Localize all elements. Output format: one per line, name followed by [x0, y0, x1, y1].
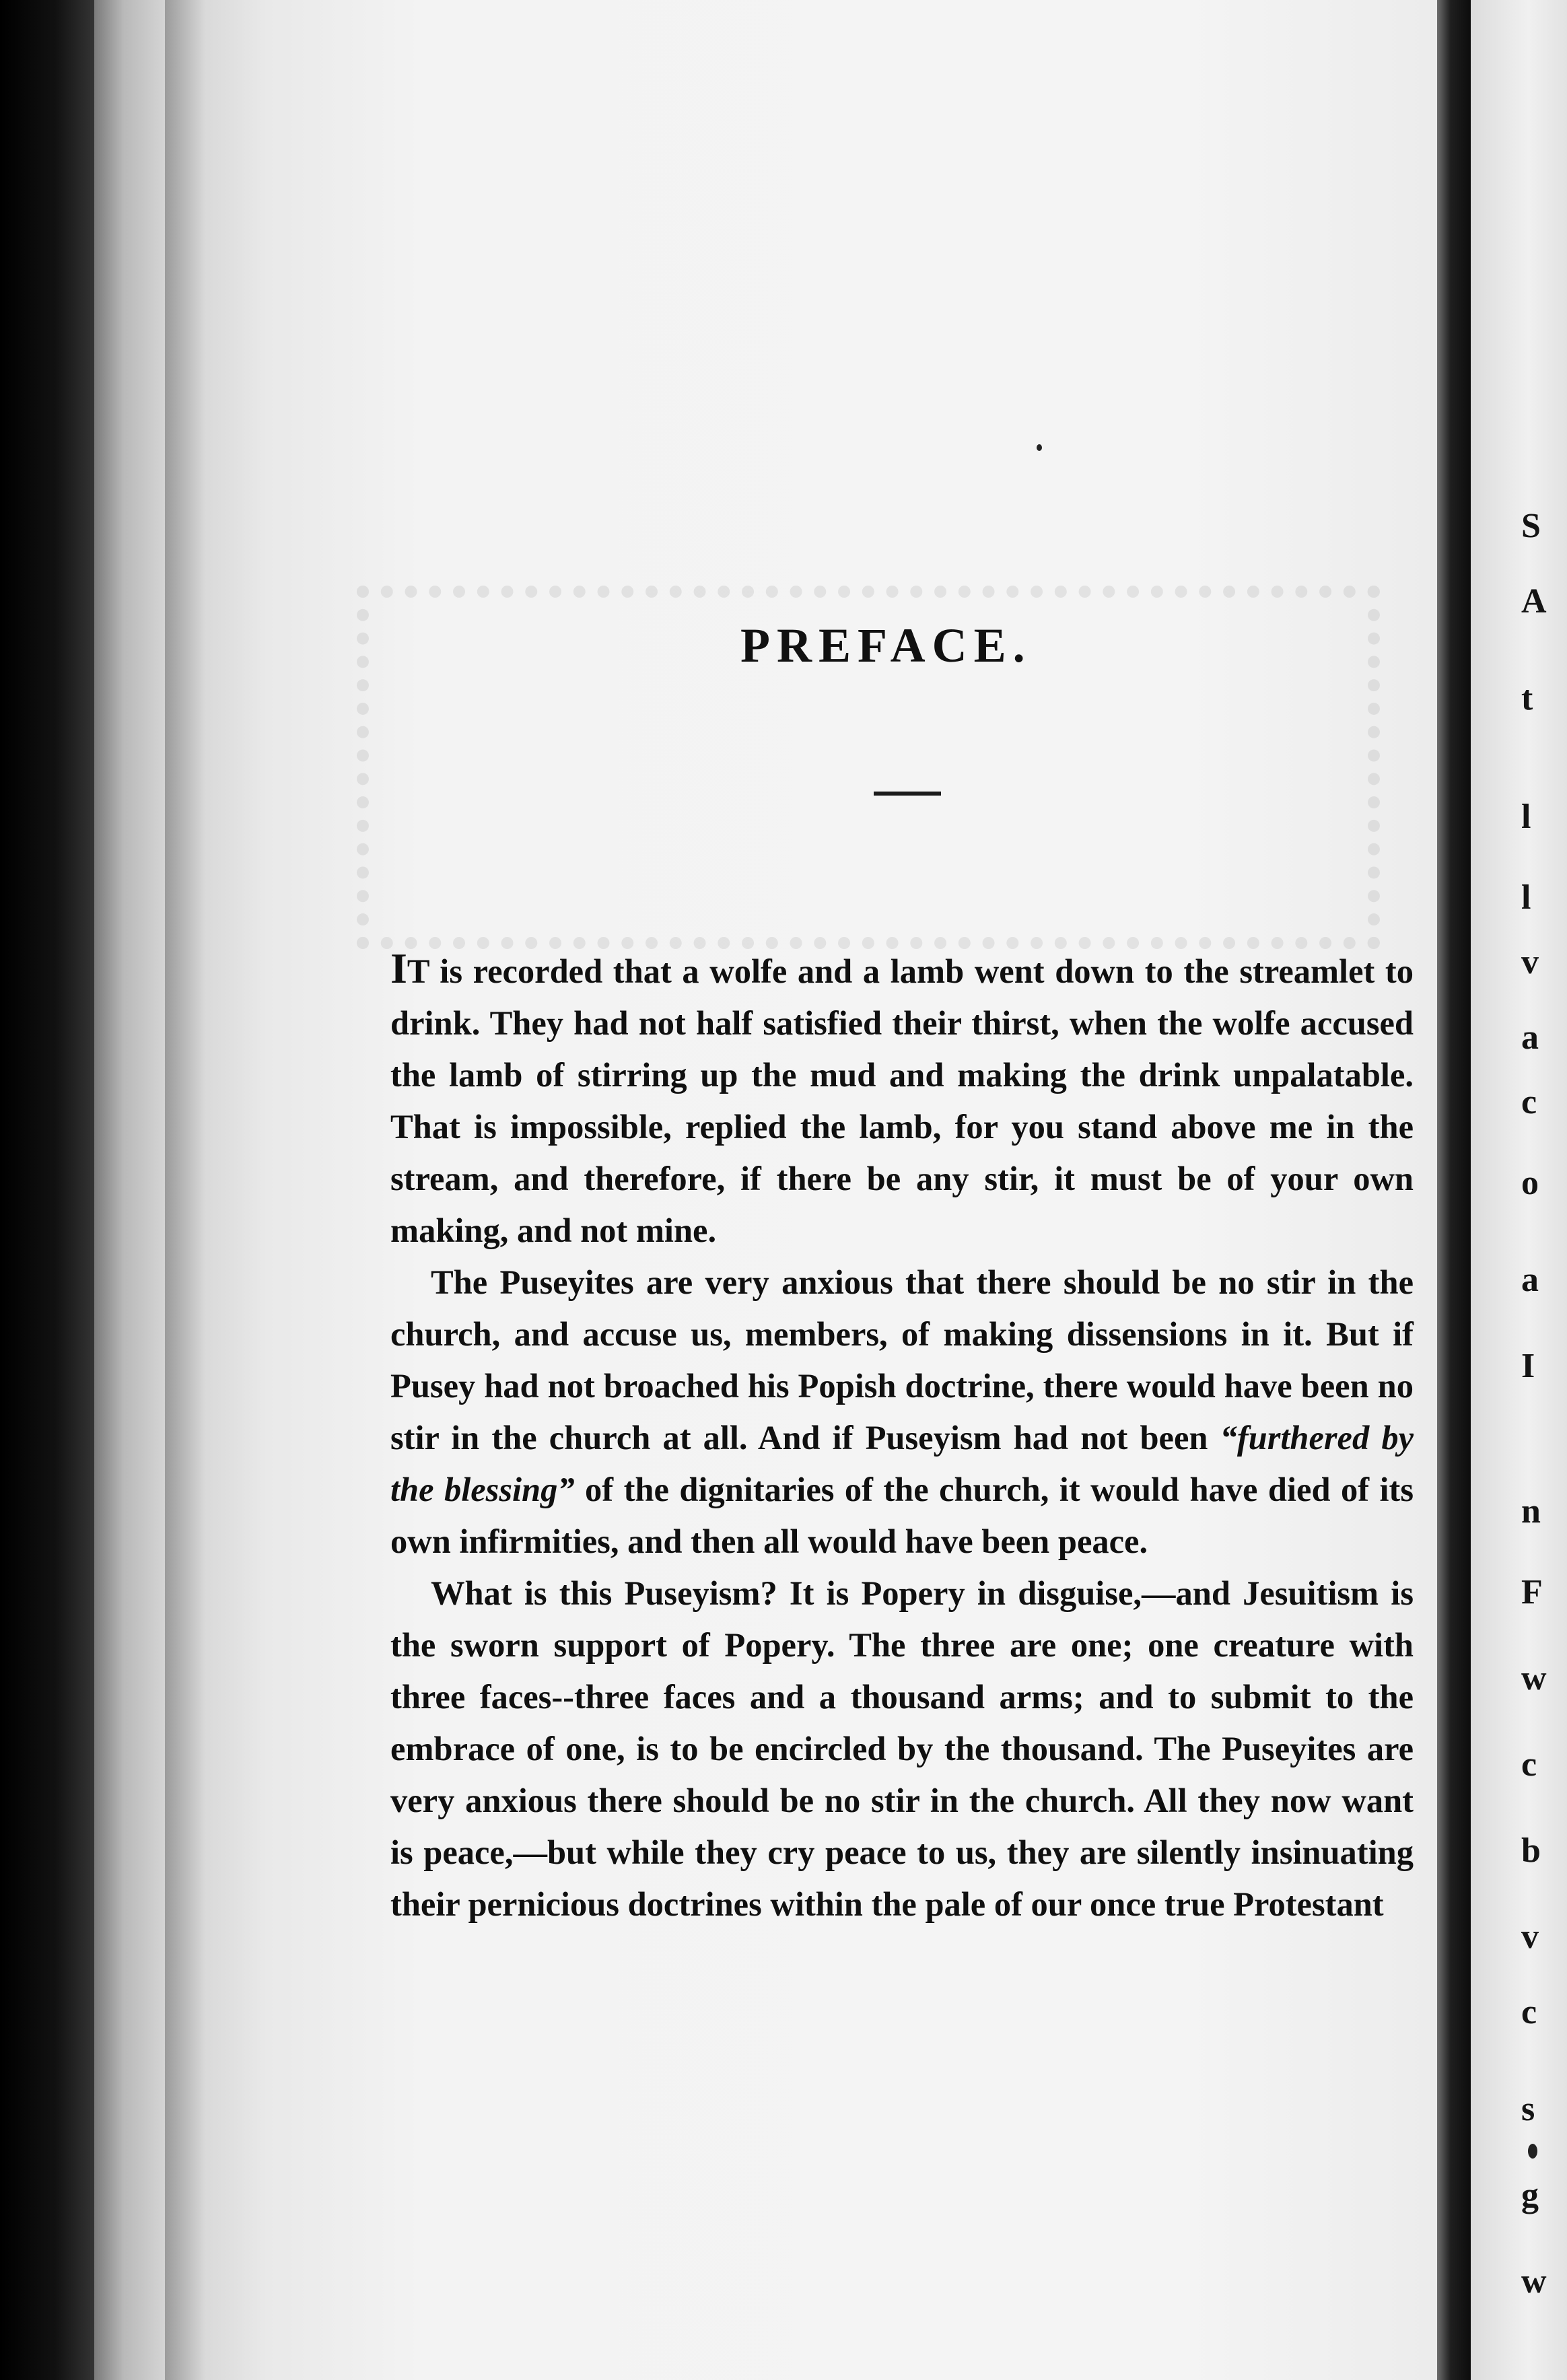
next-page-letter: v — [1521, 1918, 1539, 1956]
dust-speck — [1037, 444, 1042, 451]
page-shadow — [165, 0, 205, 2380]
next-page-letter: g — [1521, 2176, 1539, 2214]
paragraph-3-text: What is this Puseyism? It is Popery in disguise,—and Jesuitism is the sworn support of Popery. The three are one; one creature with three faces--three faces and a thousand arms; and to submit to the embrace of one, is to be encircled by the thousand. The Puseyites are very anxious there should be no stir in the church. All they now want is peace,—but while they cry peace to us, they are silently insinuating their pernicious doctrines within the pale of our once true Protestant — [390, 1574, 1414, 1923]
page-gutter — [1437, 0, 1471, 2380]
next-page-letter: v — [1521, 943, 1539, 981]
page-title: PREFACE. — [740, 619, 1032, 673]
paragraph-1-text: T is recorded that a wolfe and a lamb went down to the streamlet to drink. They had not half satisfied their thirst, when the wolfe accused the lamb of stirring up the mud and making the drink unpalatable. That is impossible, replied the lamb, for you stand above me in the stream, and therefore, if there be any stir, it must be of your own making, and not mine. — [390, 952, 1414, 1249]
paragraph-2-text: The Puseyites are very anxious that there should be no stir in the church, and accuse us, members, of making dissensions in it. But if Pusey had not broached his Popish doctrine, there would have been no stir in the church at all. And if Puseyism had not been — [390, 1263, 1414, 1457]
next-page-letter: b — [1521, 1831, 1541, 1870]
next-page-letter: c — [1521, 1993, 1537, 2031]
next-page-letter: l — [1521, 878, 1531, 917]
next-page-letter: o — [1521, 1164, 1539, 1202]
next-page-letter: c — [1521, 1745, 1537, 1784]
next-page-letter: S — [1521, 507, 1541, 545]
next-page-letter: I — [1521, 1347, 1535, 1385]
next-page-letter: n — [1521, 1492, 1541, 1531]
paragraph-2 — [390, 1257, 1414, 1568]
next-page-letter: s — [1521, 2090, 1535, 2128]
next-page-letter: c — [1521, 1083, 1537, 1121]
next-page-letter: F — [1521, 1573, 1543, 1611]
title-rule — [874, 792, 941, 796]
next-page-letter: a — [1521, 1018, 1539, 1057]
next-page-letter: t — [1521, 679, 1533, 718]
next-page-sliver — [1471, 0, 1567, 2380]
next-page-letter: w — [1521, 1659, 1547, 1698]
paragraph-2-text-after: of the dignitaries of the church, it would have died of its own infirmities, and then all would have been peace. — [390, 1471, 1414, 1560]
next-page-letter: l — [1521, 798, 1531, 836]
dust-speck — [1528, 2144, 1537, 2159]
body-text — [390, 942, 1414, 1930]
paragraph-1 — [390, 942, 1414, 1257]
paragraph-3 — [390, 1568, 1414, 1930]
next-page-letter: w — [1521, 2262, 1547, 2301]
next-page-letter: a — [1521, 1261, 1539, 1299]
drop-cap: I — [390, 944, 407, 992]
next-page-letter: A — [1521, 582, 1547, 621]
page-margin-strip — [94, 0, 168, 2380]
scan-edge-left — [0, 0, 101, 2380]
paragraph-2-emphasis: “furthered by the blessing” — [390, 1419, 1414, 1508]
